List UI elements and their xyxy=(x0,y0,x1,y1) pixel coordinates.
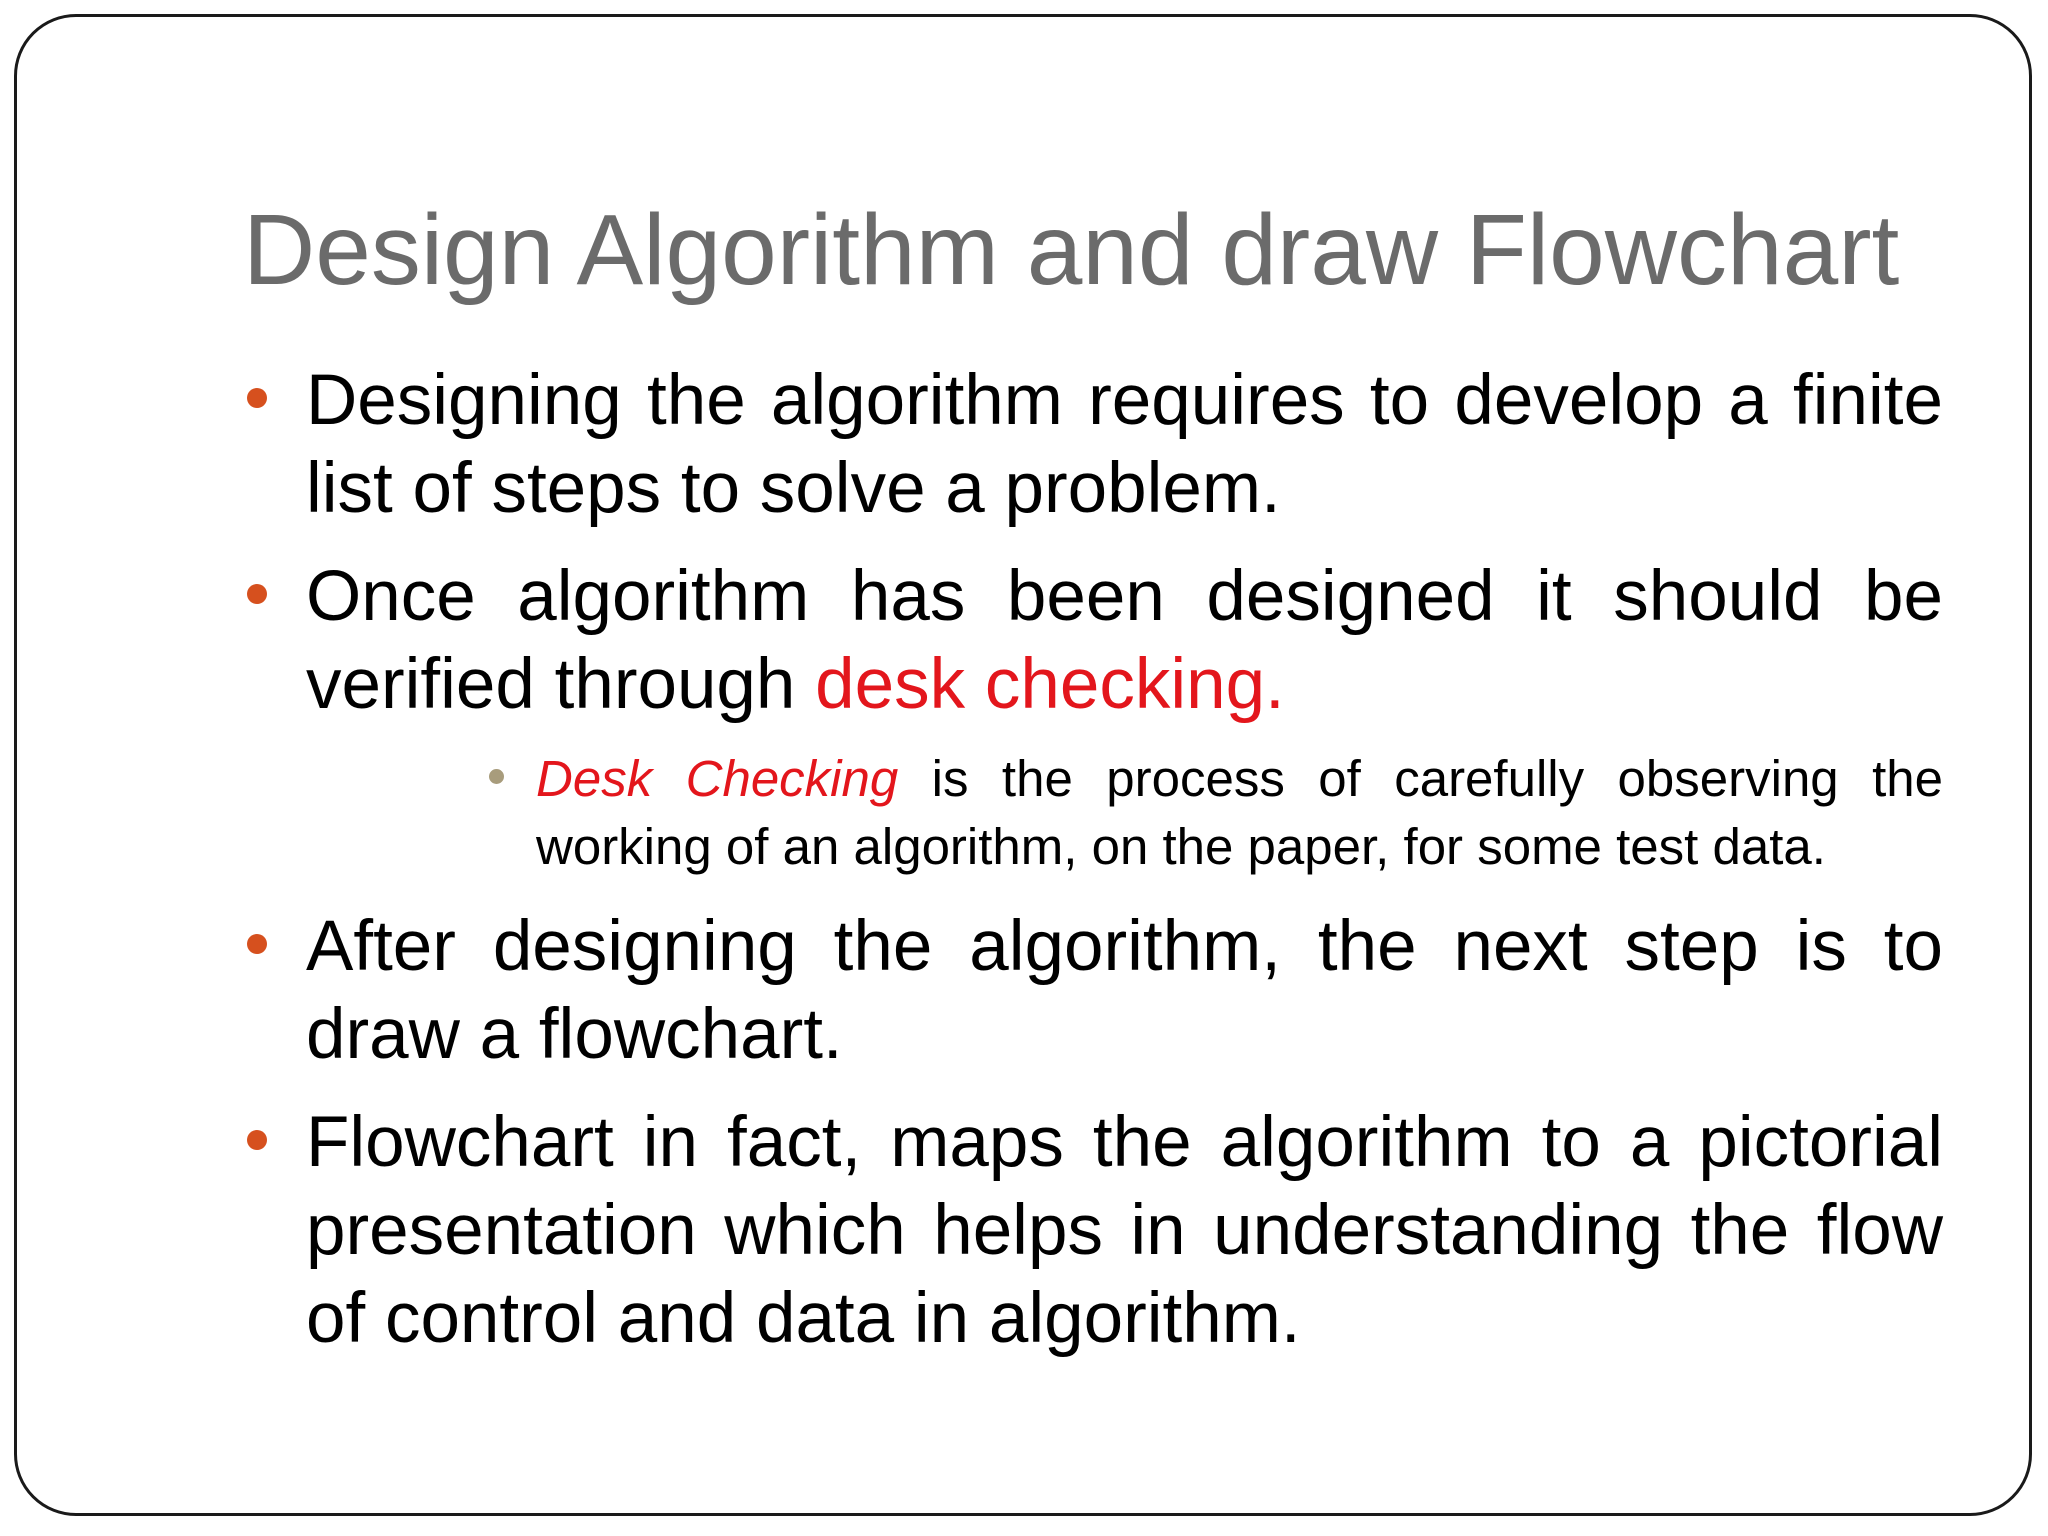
slide-frame xyxy=(14,14,2032,1516)
slide-title: Design Algorithm and draw Flowchart xyxy=(243,194,1900,306)
bullet-item xyxy=(243,553,1943,729)
bullet-text: After designing the algorithm, the next step is to draw a flowchart. xyxy=(306,907,1943,1074)
sub-bullet-text: is the process of carefully observing the working of an algorithm, on the paper, for some test data. xyxy=(536,750,1943,875)
bullet-dot-icon xyxy=(247,388,267,408)
bullet-dot-icon xyxy=(247,1130,267,1150)
bullet-text: Once algorithm has been designed it should be verified through xyxy=(306,557,1943,724)
sub-bullet-dot-icon xyxy=(489,769,504,784)
bullet-item xyxy=(243,357,1943,533)
bullet-text: Designing the algorithm requires to develop a finite list of steps to solve a problem. xyxy=(306,361,1943,528)
bullet-dot-icon xyxy=(247,584,267,604)
slide-content xyxy=(243,357,1943,1383)
bullet-item xyxy=(243,903,1943,1079)
sub-bullet-item xyxy=(489,745,1943,881)
highlight-text: desk checking. xyxy=(815,645,1285,724)
bullet-item xyxy=(243,1099,1943,1363)
bullet-dot-icon xyxy=(247,934,267,954)
sub-bullet-term: Desk Checking xyxy=(536,750,899,807)
bullet-text: Flowchart in fact, maps the algorithm to a pictorial presentation which helps in understanding the flow of control and data in algorithm. xyxy=(306,1103,1943,1358)
